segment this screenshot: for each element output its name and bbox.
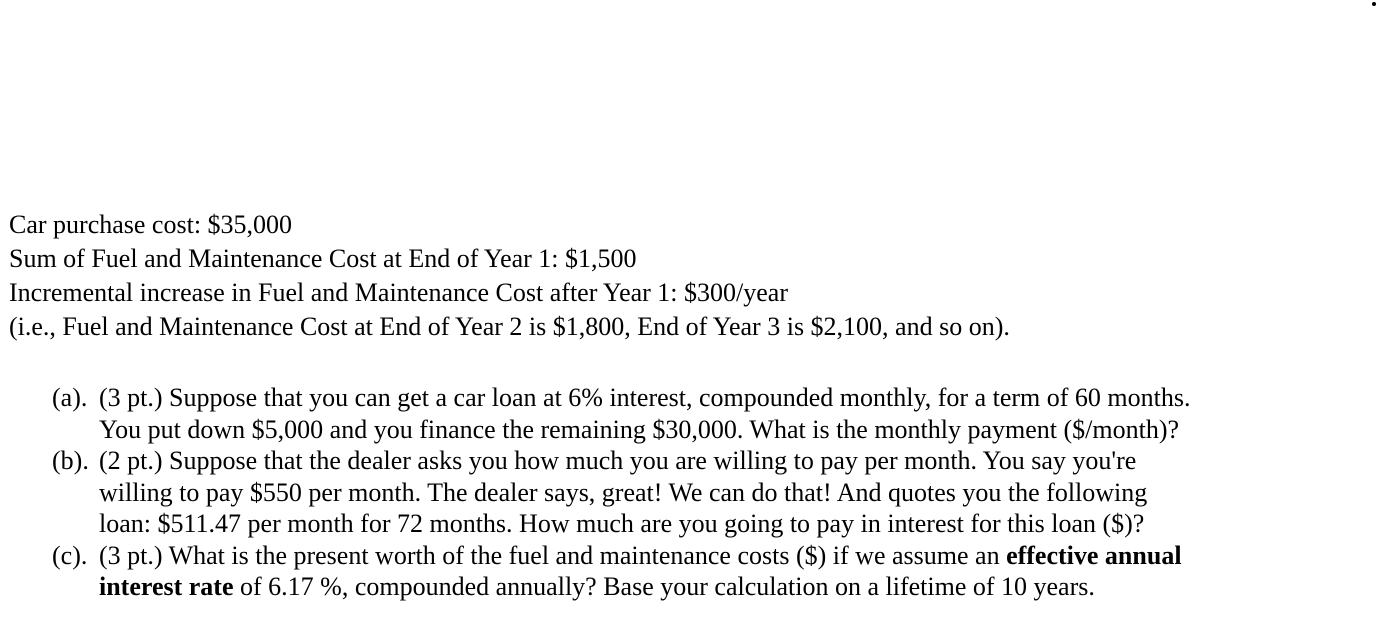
question-c-line-1-text: (3 pt.) What is the present worth of the fuel and maintenance costs ($) if we assume an xyxy=(99,540,1007,570)
question-b-line-1: (2 pt.) Suppose that the dealer asks you how much you are willing to pay per month. You say you're xyxy=(99,446,1137,475)
interest-rate-emphasis: interest rate xyxy=(99,572,234,601)
problem-givens xyxy=(9,208,1369,344)
corner-dot xyxy=(1372,2,1376,6)
incremental-increase-line: Incremental increase in Fuel and Maintenance Cost after Year 1: $300/year xyxy=(9,278,788,307)
effective-annual-emphasis: effective annual xyxy=(1006,540,1182,570)
question-a-line-2: You put down $5,000 and you finance the remaining $30,000. What is the monthly payment ($/month)? xyxy=(99,414,1180,444)
question-list xyxy=(52,382,1352,603)
question-b-line-3: loan: $511.47 per month for 72 months. How much are you going to pay in interest for this loan ($)? xyxy=(99,509,1145,538)
question-c-label: (c). xyxy=(52,540,88,570)
question-c-line-2 xyxy=(99,571,1352,603)
question-b-label: (b). xyxy=(52,446,89,475)
question-b xyxy=(52,445,1352,540)
question-b-line-2: willing to pay $550 per month. The dealer says, great! We can do that! And quotes you the following xyxy=(99,477,1148,507)
year1-cost-line: Sum of Fuel and Maintenance Cost at End of Year 1: $1,500 xyxy=(9,244,637,273)
question-a-line-1: (3 pt.) Suppose that you can get a car loan at 6% interest, compounded monthly, for a term of 60 months. xyxy=(99,383,1191,412)
example-clarification-line: (i.e., Fuel and Maintenance Cost at End of Year 2 is $1,800, End of Year 3 is $2,100, and so on). xyxy=(9,312,1010,341)
question-c-line-1 xyxy=(99,540,1352,572)
question-a-label: (a). xyxy=(52,383,88,412)
question-c xyxy=(52,540,1352,603)
car-purchase-cost-line: Car purchase cost: $35,000 xyxy=(9,210,293,239)
question-a xyxy=(52,382,1352,445)
question-c-line-2-text: of 6.17 %, compounded annually? Base your calculation on a lifetime of 10 years. xyxy=(233,572,1095,601)
